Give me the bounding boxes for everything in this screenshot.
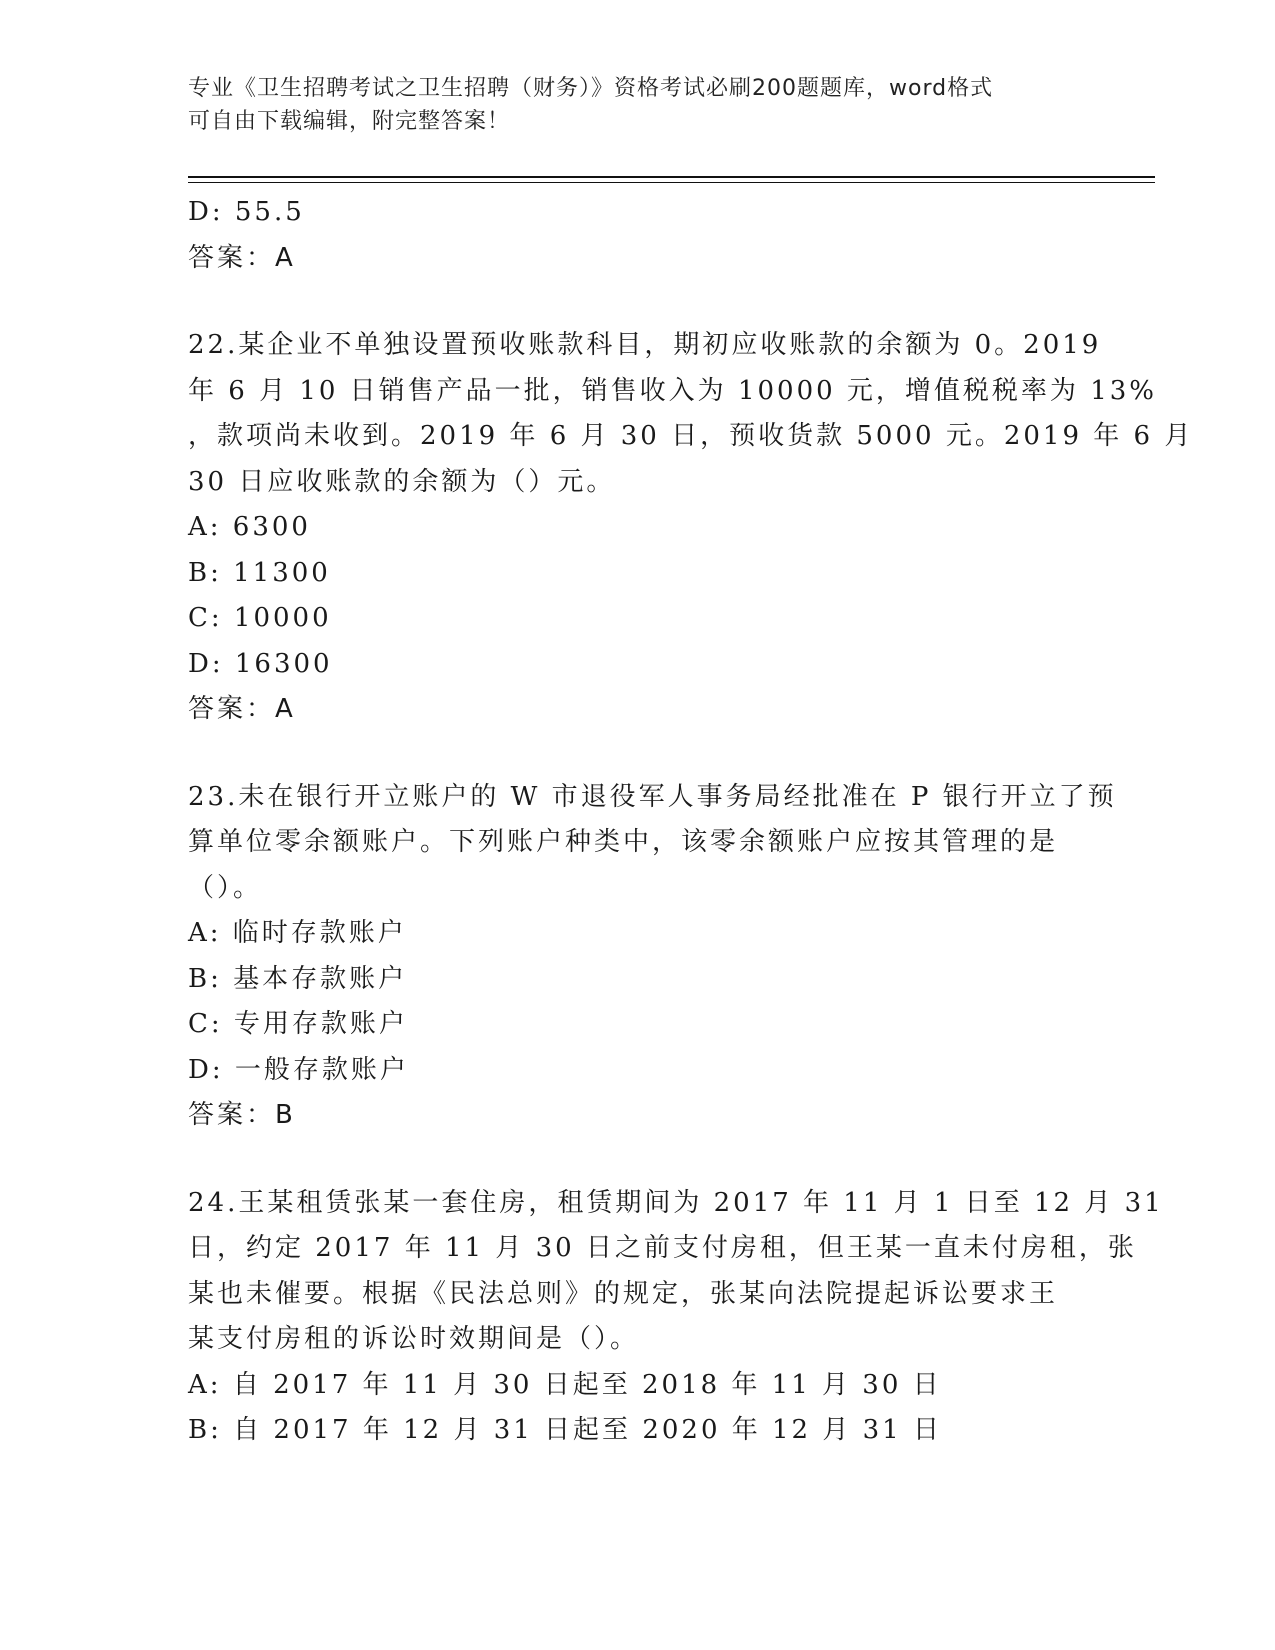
- question-text-line: 某支付房租的诉讼时效期间是（）。: [188, 1324, 640, 1354]
- option-d: D: 16300: [188, 648, 333, 679]
- question-text-line: 22.某企业不单独设置预收账款科目，期初应收账款的余额为 0。2019: [188, 330, 1102, 360]
- header-line-1: 专业《卫生招聘考试之卫生招聘（财务）》资格考试必刷200题题库，word格式: [188, 76, 994, 101]
- option-b: B: 11300: [188, 557, 331, 588]
- spacer: [188, 1139, 1088, 1181]
- option-d: D: 55.5: [188, 197, 305, 227]
- question-text-line: 30 日应收账款的余额为（）元。: [188, 466, 616, 497]
- question-text-line: 算单位零余额账户。下列账户种类中，该零余额账户应按其管理的是: [188, 827, 1059, 857]
- header-divider-thick: [188, 176, 1155, 178]
- question-24: [188, 1181, 1164, 1454]
- previous-question-tail: [188, 190, 1088, 281]
- header-line-2: 可自由下载编辑，附完整答案！: [188, 109, 511, 134]
- document-header: [188, 72, 1068, 138]
- answer-line: 答案：B: [188, 1100, 296, 1130]
- question-text-line: ，款项尚未收到。2019 年 6 月 30 日，预收货款 5000 元。2019 年 6 月: [188, 421, 1194, 451]
- spacer: [188, 281, 1088, 323]
- option-c: C: 10000: [188, 603, 332, 633]
- answer-line: 答案：A: [188, 242, 296, 273]
- question-text-line: 日，约定 2017 年 11 月 30 日之前支付房租，但王某一直未付房租，张: [188, 1233, 1137, 1263]
- option-a: A: 临时存款账户: [188, 918, 407, 948]
- option-b: B: 自 2017 年 12 月 31 日起至 2020 年 12 月 31 日: [188, 1415, 942, 1445]
- question-text-line: （）。: [188, 872, 263, 903]
- option-b: B: 基本存款账户: [188, 963, 408, 994]
- question-text-line: 年 6 月 10 日销售产品一批，销售收入为 10000 元，增值税税率为 13%: [188, 375, 1157, 406]
- question-23: [188, 775, 1117, 1139]
- question-content: [188, 190, 1194, 1454]
- header-divider-thin: [188, 182, 1155, 183]
- question-22: [188, 323, 1194, 733]
- question-text-line: 某也未催要。根据《民法总则》的规定，张某向法院提起诉讼要求王: [188, 1278, 1059, 1309]
- option-d: D: 一般存款账户: [188, 1054, 409, 1085]
- option-a: A: 6300: [188, 512, 311, 542]
- question-text-line: 24.王某租赁张某一套住房，租赁期间为 2017 年 11 月 1 日至 12 月 31: [188, 1187, 1164, 1218]
- answer-line: 答案：A: [188, 694, 296, 724]
- question-text-line: 23.未在银行开立账户的 W 市退役军人事务局经批准在 P 银行开立了预: [188, 781, 1117, 812]
- option-c: C: 专用存款账户: [188, 1009, 408, 1039]
- spacer: [188, 733, 1088, 775]
- option-a: A: 自 2017 年 11 月 30 日起至 2018 年 11 月 30 日: [188, 1369, 942, 1400]
